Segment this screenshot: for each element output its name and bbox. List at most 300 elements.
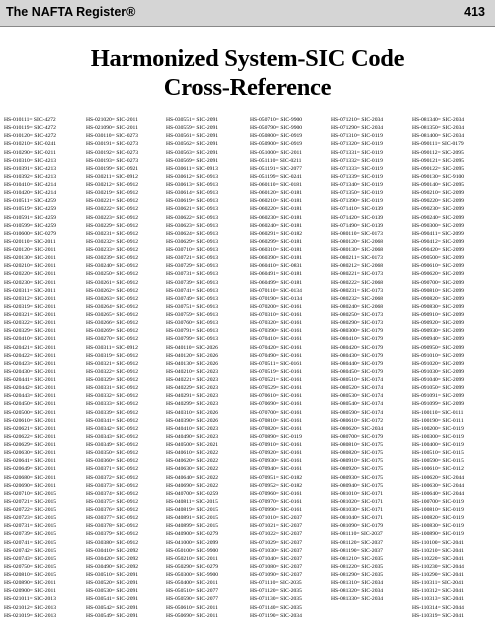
code-entry: HS-050690= SIC-2011 bbox=[166, 612, 218, 619]
code-entry: HS-091091= SIC-2099 bbox=[412, 393, 465, 400]
code-entry: HS-030377= SIC-0912 bbox=[86, 515, 139, 522]
code-entry: HS-030751= SIC-0913 bbox=[166, 303, 219, 310]
code-entry: HS-090930= SIC-2099 bbox=[412, 328, 465, 335]
code-entry: HS-071420= SIC-0139 bbox=[331, 214, 384, 221]
code-entry: HS-050610= SIC-2011 bbox=[166, 604, 218, 611]
code-entry: HS-030250= SIC-0912 bbox=[86, 271, 139, 278]
code-entry: HS-040299= SIC-2023 bbox=[166, 401, 219, 408]
code-entry: HS-070990= SIC-0161 bbox=[250, 507, 303, 513]
code-column bbox=[4, 116, 86, 620]
code-entry: HS-020423= SIC-2011 bbox=[4, 360, 56, 367]
code-entry: HS-020722= SIC-2015 bbox=[4, 507, 57, 513]
code-entry: HS-030729= SIC-0913 bbox=[166, 263, 219, 270]
code-entry: HS-021019= SIC-2013 bbox=[4, 612, 57, 619]
code-entry: HS-070690= SIC-0161 bbox=[250, 401, 303, 408]
code-entry: HS-090950= SIC-2099 bbox=[412, 344, 465, 351]
code-entry: HS-010600= SIC-0279 bbox=[4, 230, 57, 237]
code-entry: HS-071310= SIC-0119 bbox=[331, 133, 383, 140]
code-entry: HS-040819= SIC-2015 bbox=[166, 507, 219, 513]
code-entry: HS-090810= SIC-2099 bbox=[412, 287, 465, 294]
code-entry: HS-020311= SIC-2011 bbox=[4, 287, 56, 294]
code-entry: HS-071030= SIC-2037 bbox=[250, 547, 303, 554]
code-entry: HS-040221= SIC-2023 bbox=[166, 377, 219, 383]
code-entry: HS-100630= SIC-2044 bbox=[412, 482, 465, 489]
code-entry: HS-081220= SIC-2035 bbox=[331, 563, 384, 570]
code-entry: HS-070200= SIC-0161 bbox=[250, 303, 303, 310]
code-entry: HS-030563= SIC-2091 bbox=[166, 149, 219, 156]
code-entry: HS-071210= SIC-2034 bbox=[331, 117, 384, 123]
code-entry: HS-020110= SIC-2011 bbox=[4, 238, 56, 245]
code-entry: HS-100830= SIC-0119 bbox=[412, 523, 464, 530]
code-entry: HS-030490= SIC-2092 bbox=[86, 563, 139, 570]
code-entry: HS-040210= SIC-2023 bbox=[166, 368, 219, 375]
code-entry: HS-030264= SIC-0912 bbox=[86, 303, 139, 310]
code-entry: HS-080211= SIC-0173 bbox=[331, 255, 383, 262]
code-entry: HS-030192= SIC-0273 bbox=[86, 149, 139, 156]
code-entry: HS-110100= SIC-2041 bbox=[412, 539, 464, 546]
code-entry: HS-090940= SIC-2099 bbox=[412, 336, 465, 343]
code-entry: HS-071140= SIC-2035 bbox=[250, 604, 302, 611]
code-entry: HS-030739= SIC-0913 bbox=[166, 279, 219, 286]
code-entry: HS-030233= SIC-0912 bbox=[86, 247, 139, 253]
code-column bbox=[166, 116, 248, 620]
code-entry: HS-030229= SIC-0912 bbox=[86, 222, 139, 229]
code-entry: HS-030710= SIC-0913 bbox=[166, 247, 219, 253]
code-column bbox=[86, 116, 168, 620]
code-entry: HS-081090= SIC-0179 bbox=[331, 523, 384, 530]
code-entry: HS-071021= SIC-2037 bbox=[250, 523, 303, 530]
code-entry: HS-110290= SIC-2041 bbox=[412, 572, 464, 578]
code-entry: HS-010290= SIC-0211 bbox=[4, 149, 56, 156]
code-entry: HS-030721= SIC-0913 bbox=[166, 255, 219, 262]
code-entry: HS-020443= SIC-2011 bbox=[4, 393, 56, 400]
code-entry: HS-080450= SIC-0179 bbox=[331, 368, 384, 375]
code-entry: HS-081110= SIC-2037 bbox=[331, 531, 383, 538]
code-entry: HS-050710= SIC-9900 bbox=[250, 117, 303, 123]
page-number: 413 bbox=[464, 5, 485, 19]
code-entry: HS-020622= SIC-2011 bbox=[4, 433, 56, 440]
code-entry: HS-020321= SIC-2011 bbox=[4, 312, 56, 318]
code-entry: HS-030561= SIC-2091 bbox=[166, 133, 219, 140]
code-entry: HS-050400= SIC-2011 bbox=[166, 580, 218, 587]
code-entry: HS-091020= SIC-2099 bbox=[412, 360, 465, 367]
code-entry: HS-010410= SIC-4214 bbox=[4, 182, 57, 188]
code-entry: HS-020739= SIC-2015 bbox=[4, 531, 57, 538]
code-entry: HS-040291= SIC-2023 bbox=[166, 393, 219, 400]
code-entry: HS-100400= SIC-0119 bbox=[412, 442, 464, 448]
code-entry: HS-040891= SIC-2015 bbox=[166, 515, 219, 522]
code-entry: HS-071340= SIC-0119 bbox=[331, 182, 383, 188]
code-entry: HS-071339= SIC-0119 bbox=[331, 173, 383, 180]
code-entry: HS-071080= SIC-2037 bbox=[250, 563, 303, 570]
code-entry: HS-060240= SIC-0181 bbox=[250, 222, 303, 229]
code-entry: HS-050510= SIC-2077 bbox=[166, 588, 219, 595]
code-entry: HS-080540= SIC-0174 bbox=[331, 401, 384, 408]
code-entry: HS-030614= SIC-0913 bbox=[166, 190, 219, 197]
code-entry: HS-020890= SIC-2011 bbox=[4, 580, 56, 587]
code-entry: HS-100200= SIC-0119 bbox=[412, 425, 464, 432]
code-entry: HS-070390= SIC-0161 bbox=[250, 328, 303, 335]
code-entry: HS-060410= SIC-0831 bbox=[250, 263, 303, 270]
code-entry: HS-010210= SIC-0241 bbox=[4, 141, 57, 148]
code-entry: HS-030799= SIC-0913 bbox=[166, 336, 219, 343]
cross-reference-table bbox=[4, 116, 494, 636]
code-entry: HS-090412= SIC-2099 bbox=[412, 238, 465, 245]
code-entry: HS-070511= SIC-0161 bbox=[250, 360, 302, 367]
code-entry: HS-081290= SIC-2035 bbox=[331, 572, 384, 578]
code-entry: HS-030329= SIC-0912 bbox=[86, 377, 139, 383]
code-entry: HS-110313= SIC-2041 bbox=[412, 596, 464, 603]
code-entry: HS-080940= SIC-0175 bbox=[331, 482, 384, 489]
code-entry: HS-091040= SIC-2099 bbox=[412, 377, 465, 383]
code-entry: HS-030559= SIC-2091 bbox=[166, 125, 219, 132]
code-entry: HS-081010= SIC-0171 bbox=[331, 490, 384, 497]
code-entry: HS-080300= SIC-0179 bbox=[331, 328, 384, 335]
code-entry: HS-040310= SIC-2026 bbox=[166, 409, 219, 416]
code-entry: HS-110314= SIC-2044 bbox=[412, 604, 464, 611]
code-entry: HS-100590= SIC-0115 bbox=[412, 458, 464, 465]
code-entry: HS-010392= SIC-4213 bbox=[4, 173, 57, 180]
code-entry: HS-020500= SIC-2011 bbox=[4, 409, 56, 416]
code-entry: HS-030232= SIC-0912 bbox=[86, 238, 139, 245]
code-entry: HS-040610= SIC-2022 bbox=[166, 450, 219, 457]
code-entry: HS-030420= SIC-2092 bbox=[86, 555, 139, 562]
code-entry: HS-060499= SIC-0181 bbox=[250, 279, 303, 286]
code-entry: HS-010391= SIC-4213 bbox=[4, 165, 57, 172]
code-entry: HS-030110= SIC-0273 bbox=[86, 133, 138, 140]
code-entry: HS-040811= SIC-2015 bbox=[166, 498, 218, 505]
code-entry: HS-020690= SIC-2011 bbox=[4, 482, 56, 489]
publication-title: The NAFTA Register® bbox=[6, 5, 136, 19]
code-entry: HS-051199= SIC-0241 bbox=[250, 173, 302, 180]
code-entry: HS-080610= SIC-0172 bbox=[331, 417, 384, 424]
code-entry: HS-040130= SIC-2026 bbox=[166, 360, 219, 367]
code-entry: HS-030349= SIC-0912 bbox=[86, 442, 139, 448]
code-entry: HS-070930= SIC-0161 bbox=[250, 458, 303, 465]
code-entry: HS-040120= SIC-2026 bbox=[166, 352, 219, 359]
code-entry: HS-091010= SIC-2099 bbox=[412, 352, 465, 359]
code-entry: HS-030311= SIC-0912 bbox=[86, 344, 138, 351]
code-entry: HS-050290= SIC-0279 bbox=[166, 563, 219, 570]
code-entry: HS-030569= SIC-2091 bbox=[166, 157, 219, 164]
code-entry: HS-110311= SIC-2041 bbox=[412, 580, 464, 587]
code-entry: HS-090112= SIC-2095 bbox=[412, 149, 464, 156]
code-entry: HS-030261= SIC-0912 bbox=[86, 279, 139, 286]
code-entry: HS-100700= SIC-0119 bbox=[412, 498, 464, 505]
code-entry: HS-081020= SIC-0171 bbox=[331, 498, 384, 505]
code-entry: HS-080231= SIC-0173 bbox=[331, 287, 384, 294]
code-entry: HS-030342= SIC-0912 bbox=[86, 425, 139, 432]
code-entry: HS-020230= SIC-2011 bbox=[4, 279, 56, 286]
code-entry: HS-040410= SIC-2023 bbox=[166, 425, 219, 432]
code-entry: HS-030211= SIC-0912 bbox=[86, 173, 138, 180]
code-entry: HS-030741= SIC-0913 bbox=[166, 287, 219, 294]
code-entry: HS-030341= SIC-0912 bbox=[86, 417, 139, 424]
code-entry: HS-020120= SIC-2011 bbox=[4, 247, 56, 253]
code-entry: HS-081400= SIC-2034 bbox=[412, 133, 465, 140]
code-entry: HS-080232= SIC-2068 bbox=[331, 295, 384, 302]
code-entry: HS-060110= SIC-0181 bbox=[250, 182, 302, 188]
code-entry: HS-080222= SIC-2068 bbox=[331, 279, 384, 286]
code-entry: HS-070920= SIC-0161 bbox=[250, 450, 303, 457]
code-entry: HS-110230= SIC-2044 bbox=[412, 563, 464, 570]
code-entry: HS-080910= SIC-0175 bbox=[331, 458, 384, 465]
code-entry: HS-080620= SIC-2034 bbox=[331, 425, 384, 432]
code-entry: HS-050590= SIC-2077 bbox=[166, 596, 219, 603]
code-entry: HS-080221= SIC-0173 bbox=[331, 271, 384, 278]
code-column bbox=[331, 116, 413, 604]
code-entry: HS-030551= SIC-2091 bbox=[166, 117, 219, 123]
code-entry: HS-090700= SIC-2099 bbox=[412, 279, 465, 286]
code-entry: HS-080212= SIC-2068 bbox=[331, 263, 384, 270]
code-entry: HS-080420= SIC-0179 bbox=[331, 344, 384, 351]
code-entry: HS-030350= SIC-0912 bbox=[86, 450, 139, 457]
code-entry: HS-020319= SIC-2011 bbox=[4, 303, 56, 310]
code-entry: HS-090920= SIC-2099 bbox=[412, 320, 465, 327]
code-entry: HS-080520= SIC-0174 bbox=[331, 385, 384, 392]
code-entry: HS-071390= SIC-0119 bbox=[331, 198, 383, 205]
code-entry: HS-070910= SIC-0161 bbox=[250, 442, 303, 448]
code-entry: HS-030360= SIC-0912 bbox=[86, 458, 139, 465]
code-entry: HS-041000= SIC-2099 bbox=[166, 539, 219, 546]
code-entry: HS-020610= SIC-2011 bbox=[4, 417, 56, 424]
code-entry: HS-020641= SIC-2011 bbox=[4, 458, 56, 465]
code-entry: HS-080250= SIC-0173 bbox=[331, 312, 384, 318]
code-entry: HS-060291= SIC-0182 bbox=[250, 230, 303, 237]
code-entry: HS-090500= SIC-2099 bbox=[412, 255, 465, 262]
code-entry: HS-030331= SIC-0912 bbox=[86, 385, 139, 392]
code-entry: HS-090121= SIC-2095 bbox=[412, 157, 465, 164]
code-entry: HS-030372= SIC-0912 bbox=[86, 474, 139, 481]
code-entry: HS-030262= SIC-0912 bbox=[86, 287, 139, 294]
code-entry: HS-010420= SIC-4214 bbox=[4, 190, 57, 197]
code-entry: HS-010511= SIC-4259 bbox=[4, 198, 56, 205]
code-entry: HS-020710= SIC-2015 bbox=[4, 490, 57, 497]
code-entry: HS-030623= SIC-0913 bbox=[166, 222, 219, 229]
code-entry: HS-020742= SIC-2015 bbox=[4, 547, 57, 554]
code-column bbox=[412, 116, 494, 620]
code-entry: HS-020750= SIC-2015 bbox=[4, 563, 57, 570]
code-entry: HS-070410= SIC-0161 bbox=[250, 336, 303, 343]
code-entry: HS-080920= SIC-0175 bbox=[331, 466, 384, 473]
code-entry: HS-071290= SIC-2034 bbox=[331, 125, 384, 132]
code-entry: HS-030759= SIC-0913 bbox=[166, 312, 219, 318]
code-entry: HS-090620= SIC-2099 bbox=[412, 271, 465, 278]
code-entry: HS-070310= SIC-0161 bbox=[250, 312, 303, 318]
code-entry: HS-081320= SIC-2034 bbox=[331, 588, 384, 595]
code-entry: HS-080510= SIC-0174 bbox=[331, 377, 384, 383]
code-entry: HS-070420= SIC-0161 bbox=[250, 344, 303, 351]
code-entry: HS-030612= SIC-0913 bbox=[166, 173, 219, 180]
code-entry: HS-030378= SIC-0912 bbox=[86, 523, 139, 530]
code-entry: HS-030239= SIC-0912 bbox=[86, 255, 139, 262]
code-entry: HS-110210= SIC-2041 bbox=[412, 547, 464, 554]
code-entry: HS-030731= SIC-0913 bbox=[166, 271, 219, 278]
code-entry: HS-070940= SIC-0161 bbox=[250, 466, 303, 473]
code-entry: HS-020721= SIC-2015 bbox=[4, 498, 57, 505]
code-entry: HS-030379= SIC-0912 bbox=[86, 531, 139, 538]
code-entry: HS-091050= SIC-2099 bbox=[412, 385, 465, 392]
code-entry: HS-020680= SIC-2011 bbox=[4, 474, 56, 481]
code-entry: HS-070190= SIC-0134 bbox=[250, 295, 303, 302]
code-entry: HS-030619= SIC-0913 bbox=[166, 198, 219, 205]
code-entry: HS-110312= SIC-2041 bbox=[412, 588, 464, 595]
code-entry: HS-100810= SIC-0119 bbox=[412, 507, 464, 513]
code-entry: HS-071029= SIC-2037 bbox=[250, 539, 303, 546]
code-entry: HS-071040= SIC-2037 bbox=[250, 555, 303, 562]
code-entry: HS-040390= SIC-2026 bbox=[166, 417, 219, 424]
code-entry: HS-071130= SIC-2035 bbox=[250, 596, 302, 603]
code-entry: HS-100890= SIC-0119 bbox=[412, 531, 464, 538]
code-entry: HS-010111= SIC-4272 bbox=[4, 117, 56, 123]
code-entry: HS-030749= SIC-0913 bbox=[166, 295, 219, 302]
code-entry: HS-030219= SIC-0912 bbox=[86, 190, 139, 197]
code-entry: HS-071490= SIC-0139 bbox=[331, 222, 384, 229]
code-entry: HS-051000= SIC-2011 bbox=[250, 149, 302, 156]
code-entry: HS-030621= SIC-0913 bbox=[166, 206, 219, 213]
code-entry: HS-020743= SIC-2015 bbox=[4, 555, 57, 562]
code-entry: HS-030541= SIC-2091 bbox=[86, 596, 139, 603]
code-entry: HS-081120= SIC-2037 bbox=[331, 539, 383, 546]
code-entry: HS-070521= SIC-0161 bbox=[250, 377, 303, 383]
code-entry: HS-110220= SIC-2041 bbox=[412, 555, 464, 562]
code-entry: HS-030199= SIC-0921 bbox=[86, 165, 139, 172]
code-entry: HS-040899= SIC-2015 bbox=[166, 523, 219, 530]
code-entry: HS-090240= SIC-2099 bbox=[412, 214, 465, 221]
code-entry: HS-070519= SIC-0161 bbox=[250, 368, 303, 375]
code-entry: HS-081310= SIC-2034 bbox=[331, 580, 384, 587]
code-entry: HS-070490= SIC-0161 bbox=[250, 352, 303, 359]
code-entry: HS-020441= SIC-2011 bbox=[4, 377, 56, 383]
code-entry: HS-080930= SIC-0175 bbox=[331, 474, 384, 481]
code-entry: HS-050790= SIC-9900 bbox=[250, 125, 303, 132]
code-entry: HS-021012= SIC-2013 bbox=[4, 604, 57, 611]
code-entry: HS-020629= SIC-2011 bbox=[4, 442, 56, 448]
code-entry: HS-030333= SIC-0912 bbox=[86, 401, 139, 408]
code-entry: HS-060220= SIC-0181 bbox=[250, 206, 303, 213]
code-entry: HS-020210= SIC-2011 bbox=[4, 263, 56, 270]
header-bar bbox=[0, 0, 495, 27]
code-entry: HS-060120= SIC-0181 bbox=[250, 190, 303, 197]
code-entry: HS-040110= SIC-2026 bbox=[166, 344, 218, 351]
code-entry: HS-100620= SIC-2044 bbox=[412, 474, 465, 481]
code-entry: HS-070700= SIC-0161 bbox=[250, 409, 303, 416]
code-entry: HS-071190= SIC-2034 bbox=[250, 612, 302, 619]
code-entry: HS-020741= SIC-2015 bbox=[4, 539, 57, 546]
code-entry: HS-030611= SIC-0913 bbox=[166, 165, 218, 172]
code-entry: HS-030263= SIC-0912 bbox=[86, 295, 139, 302]
code-entry: HS-070820= SIC-0161 bbox=[250, 425, 303, 432]
code-entry: HS-081210= SIC-2035 bbox=[331, 555, 384, 562]
code-entry: HS-080290= SIC-0173 bbox=[331, 320, 384, 327]
code-entry: HS-070890= SIC-0119 bbox=[250, 433, 302, 440]
code-entry: HS-030270= SIC-0912 bbox=[86, 336, 139, 343]
code-entry: HS-090111= SIC-0179 bbox=[412, 141, 464, 148]
page-title-line-2: Cross-Reference bbox=[163, 74, 332, 101]
code-entry: HS-030624= SIC-0913 bbox=[166, 230, 219, 237]
code-entry: HS-020312= SIC-2011 bbox=[4, 295, 56, 302]
code-entry: HS-091030= SIC-2099 bbox=[412, 368, 465, 375]
code-entry: HS-070610= SIC-0161 bbox=[250, 393, 303, 400]
code-entry: HS-030562= SIC-2091 bbox=[166, 141, 219, 148]
code-entry: HS-021090= SIC-2011 bbox=[86, 125, 138, 132]
code-entry: HS-071022= SIC-2037 bbox=[250, 531, 303, 538]
code-entry: HS-080530= SIC-0174 bbox=[331, 393, 384, 400]
code-entry: HS-071410= SIC-0139 bbox=[331, 206, 384, 213]
code-entry: HS-080590= SIC-0174 bbox=[331, 409, 384, 416]
code-entry: HS-021011= SIC-2013 bbox=[4, 596, 56, 603]
code-entry: HS-070110= SIC-0134 bbox=[250, 287, 302, 294]
code-entry: HS-030520= SIC-2091 bbox=[86, 580, 139, 587]
code-entry: HS-091099= SIC-2099 bbox=[412, 401, 465, 408]
code-entry: HS-100820= SIC-0119 bbox=[412, 515, 464, 522]
code-entry: HS-050900= SIC-0919 bbox=[250, 141, 303, 148]
code-entry: HS-080120= SIC-2068 bbox=[331, 238, 384, 245]
code-entry: HS-050210= SIC-2011 bbox=[166, 555, 218, 562]
code-entry: HS-030376= SIC-0912 bbox=[86, 507, 139, 513]
code-entry: HS-020450= SIC-2011 bbox=[4, 401, 56, 408]
code-entry: HS-030265= SIC-0912 bbox=[86, 312, 139, 318]
code-entry: HS-100110= SIC-0111 bbox=[412, 409, 464, 416]
code-entry: HS-030193= SIC-0273 bbox=[86, 157, 139, 164]
code-entry: HS-071010= SIC-2037 bbox=[250, 515, 303, 522]
code-entry: HS-010119= SIC-4272 bbox=[4, 125, 56, 132]
code-entry: HS-100190= SIC-0111 bbox=[412, 417, 464, 424]
code-entry: HS-020442= SIC-2011 bbox=[4, 385, 56, 392]
code-entry: HS-080440= SIC-0179 bbox=[331, 360, 384, 367]
code-entry: HS-030222= SIC-0912 bbox=[86, 206, 139, 213]
code-entry: HS-090140= SIC-2095 bbox=[412, 182, 465, 188]
code-entry: HS-020220= SIC-2011 bbox=[4, 271, 56, 278]
code-entry: HS-090210= SIC-2099 bbox=[412, 190, 465, 197]
code-entry: HS-021020= SIC-2011 bbox=[86, 117, 138, 123]
code-entry: HS-080700= SIC-0179 bbox=[331, 433, 384, 440]
code-entry: HS-030373= SIC-0912 bbox=[86, 482, 139, 489]
code-entry: HS-090300= SIC-2099 bbox=[412, 222, 465, 229]
code-entry: HS-030622= SIC-0913 bbox=[166, 214, 219, 221]
code-entry: HS-030343= SIC-0912 bbox=[86, 433, 139, 440]
code-entry: HS-010599= SIC-4259 bbox=[4, 222, 57, 229]
code-entry: HS-030269= SIC-0912 bbox=[86, 328, 139, 335]
code-entry: HS-030332= SIC-0912 bbox=[86, 393, 139, 400]
code-entry: HS-100640= SIC-2044 bbox=[412, 490, 465, 497]
code-entry: HS-030629= SIC-0913 bbox=[166, 238, 219, 245]
code-entry: HS-100510= SIC-0115 bbox=[412, 450, 464, 457]
code-entry: HS-040640= SIC-2022 bbox=[166, 474, 219, 481]
code-entry: HS-020900= SIC-2011 bbox=[4, 588, 56, 595]
code-entry: HS-030221= SIC-0912 bbox=[86, 198, 139, 205]
code-entry: HS-020430= SIC-2011 bbox=[4, 368, 56, 375]
code-entry: HS-081330= SIC-2034 bbox=[331, 596, 384, 603]
code-entry: HS-020723= SIC-2015 bbox=[4, 515, 57, 522]
code-entry: HS-030530= SIC-2091 bbox=[86, 588, 139, 595]
code-entry: HS-100610= SIC-0112 bbox=[412, 466, 464, 473]
code-entry: HS-090122= SIC-2095 bbox=[412, 165, 465, 172]
code-entry: HS-081350= SIC-2034 bbox=[412, 125, 465, 132]
code-entry: HS-060299= SIC-0181 bbox=[250, 238, 303, 245]
code-entry: HS-030410= SIC-2092 bbox=[86, 547, 139, 554]
code-entry: HS-030613= SIC-0913 bbox=[166, 182, 219, 188]
code-entry: HS-030380= SIC-0912 bbox=[86, 539, 139, 546]
code-entry: HS-040700= SIC-0259 bbox=[166, 490, 219, 497]
code-entry: HS-030339= SIC-0912 bbox=[86, 409, 139, 416]
code-entry: HS-030321= SIC-0912 bbox=[86, 360, 139, 367]
code-entry: HS-090910= SIC-2099 bbox=[412, 312, 465, 318]
code-entry: HS-080820= SIC-0175 bbox=[331, 450, 384, 457]
code-entry: HS-090130= SIC-9100 bbox=[412, 173, 465, 180]
code-entry: HS-071332= SIC-0119 bbox=[331, 157, 383, 164]
code-entry: HS-080240= SIC-2068 bbox=[331, 303, 384, 310]
